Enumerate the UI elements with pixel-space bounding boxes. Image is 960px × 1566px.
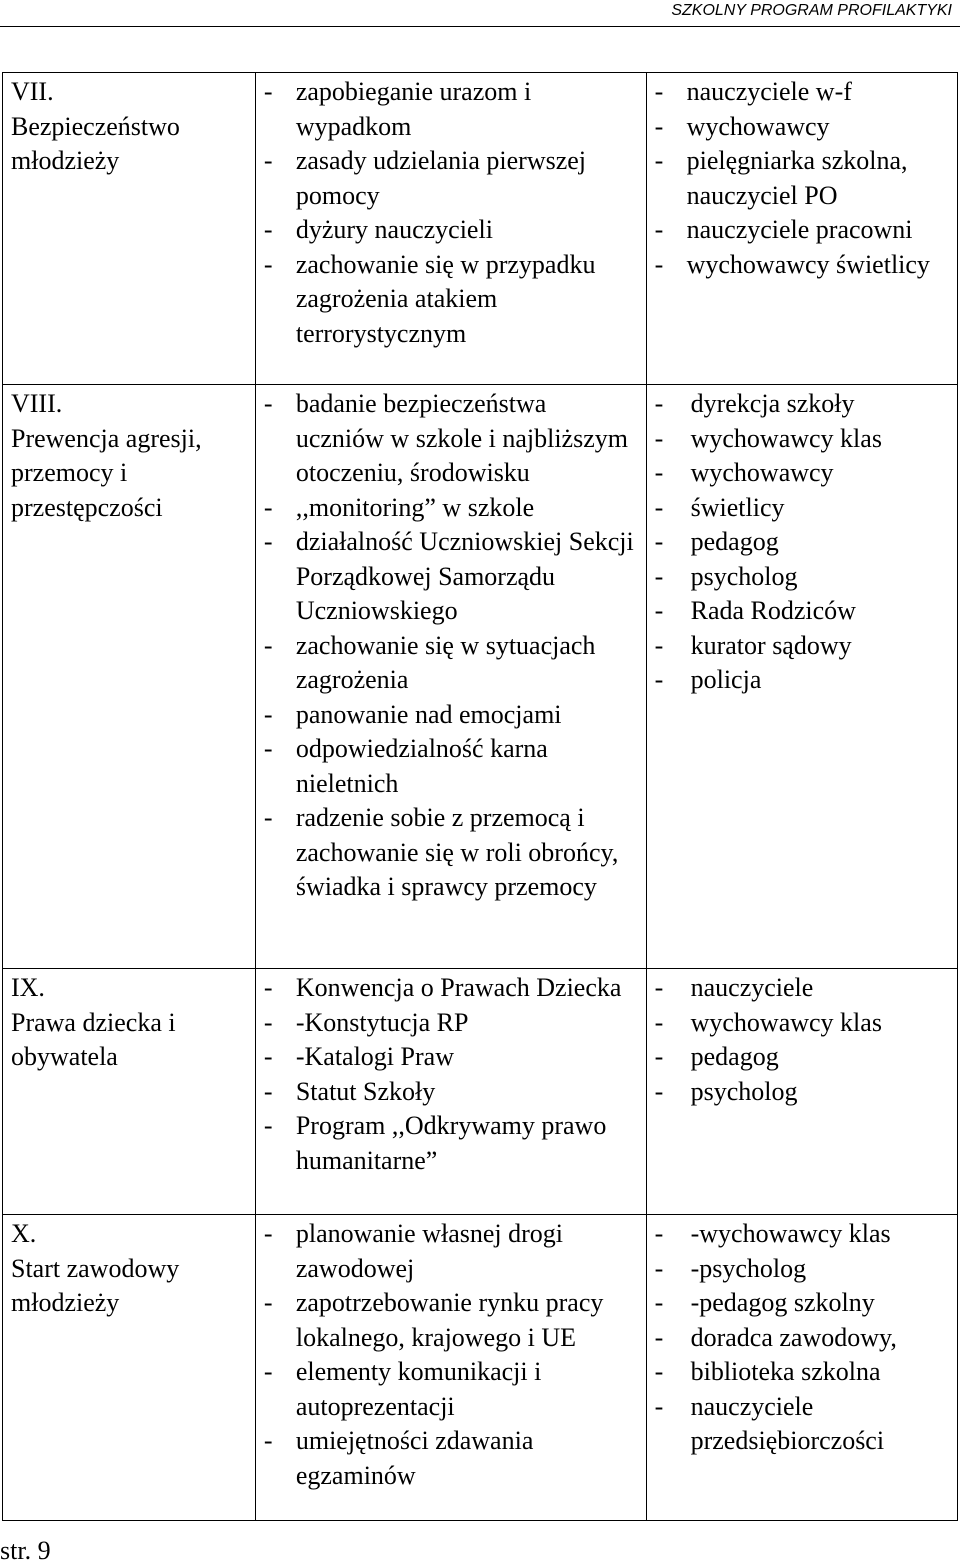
responsible-list	[655, 1217, 951, 1459]
content-item: - elementy komunikacji i autoprezentacji	[264, 1355, 640, 1424]
responsible-item: - wychowawcy	[655, 110, 951, 145]
content-cell	[255, 969, 646, 1215]
content-list	[264, 387, 640, 905]
responsible-item: - nauczyciele przedsiębiorczości	[655, 1390, 951, 1459]
responsible-list	[655, 75, 951, 282]
responsible-item: - nauczyciele	[655, 971, 951, 1006]
responsible-item: - Rada Rodziców	[655, 594, 951, 629]
topic-number: VII.	[11, 77, 54, 106]
content-item: - dyżury nauczycieli	[264, 213, 640, 248]
content-list	[264, 971, 640, 1178]
content-item: - panowanie nad emocjami	[264, 698, 640, 733]
responsible-cell	[646, 385, 957, 969]
topic-number: IX.	[11, 973, 45, 1002]
content-item: - zapobieganie urazom i wypadkom	[264, 75, 640, 144]
responsible-item: - świetlicy	[655, 491, 951, 526]
content-item: - zapotrzebowanie rynku pracy lokalnego, krajowego i UE	[264, 1286, 640, 1355]
content-item: - radzenie sobie z przemocą i zachowanie się w roli obrońcy, świadka i sprawcy przemocy	[264, 801, 640, 905]
responsible-item: - dyrekcja szkoły	[655, 387, 951, 422]
responsible-item: - -wychowawcy klas	[655, 1217, 951, 1252]
topic-cell	[3, 73, 256, 385]
content-item: - zachowanie się w przypadku zagrożenia atakiem terrorystycznym	[264, 248, 640, 352]
responsible-item: - kurator sądowy	[655, 629, 951, 664]
content-item: - planowanie własnej drogi zawodowej	[264, 1217, 640, 1286]
responsible-item: - pedagog	[655, 1040, 951, 1075]
responsible-item: - nauczyciele pracowni	[655, 213, 951, 248]
responsible-list	[655, 387, 951, 698]
responsible-item: - biblioteka szkolna	[655, 1355, 951, 1390]
responsible-item: - nauczyciele w-f	[655, 75, 951, 110]
content-item: - ,,monitoring” w szkole	[264, 491, 640, 526]
responsible-item: - wychowawcy	[655, 456, 951, 491]
content-cell	[255, 73, 646, 385]
responsible-item: - psycholog	[655, 560, 951, 595]
running-header: SZKOLNY PROGRAM PROFILAKTYKI	[671, 2, 952, 19]
responsible-cell	[646, 73, 957, 385]
content-item: - -Konstytucja RP	[264, 1006, 640, 1041]
content-list	[264, 1217, 640, 1493]
content-item: - zachowanie się w sytuacjach zagrożenia	[264, 629, 640, 698]
content-item: - Statut Szkoły	[264, 1075, 640, 1110]
content-cell	[255, 385, 646, 969]
page-number: str. 9	[0, 1536, 51, 1565]
responsible-item: - wychowawcy klas	[655, 1006, 951, 1041]
content-item: - Program ,,Odkrywamy prawo humanitarne”	[264, 1109, 640, 1178]
responsible-item: - doradca zawodowy,	[655, 1321, 951, 1356]
responsible-item: - pedagog	[655, 525, 951, 560]
responsible-list	[655, 971, 951, 1109]
responsible-cell	[646, 1215, 957, 1521]
program-table	[2, 72, 958, 1521]
topic-cell	[3, 1215, 256, 1521]
topic-cell	[3, 969, 256, 1215]
topic-title: Prewencja agresji, przemocy i przestępczości	[11, 423, 202, 522]
responsible-cell	[646, 969, 957, 1215]
topic-title: Start zawodowy młodzieży	[11, 1253, 180, 1317]
topic-cell	[3, 385, 256, 969]
content-cell	[255, 1215, 646, 1521]
responsible-item: - -psycholog	[655, 1252, 951, 1287]
topic-number: X.	[11, 1219, 37, 1248]
content-item: - działalność Uczniowskiej Sekcji Porządkowej Samorządu Uczniowskiego	[264, 525, 640, 629]
responsible-item: - policja	[655, 663, 951, 698]
table-row	[3, 969, 958, 1215]
topic-number: VIII.	[11, 389, 63, 418]
content-list	[264, 75, 640, 351]
topic-title: Bezpieczeństwo młodzieży	[11, 111, 180, 175]
content-item: - umiejętności zdawania egzaminów	[264, 1424, 640, 1493]
header-rule	[0, 26, 960, 27]
table-row	[3, 385, 958, 969]
content-item: - -Katalogi Praw	[264, 1040, 640, 1075]
responsible-item: - wychowawcy świetlicy	[655, 248, 951, 283]
content-item: - Konwencja o Prawach Dziecka	[264, 971, 640, 1006]
topic-title: Prawa dziecka i obywatela	[11, 1007, 176, 1071]
responsible-item: - pielęgniarka szkolna, nauczyciel PO	[655, 144, 951, 213]
table-row	[3, 73, 958, 385]
responsible-item: - psycholog	[655, 1075, 951, 1110]
responsible-item: - wychowawcy klas	[655, 422, 951, 457]
table-row	[3, 1215, 958, 1521]
content-item: - odpowiedzialność karna nieletnich	[264, 732, 640, 801]
content-item: - zasady udzielania pierwszej pomocy	[264, 144, 640, 213]
content-item: - badanie bezpieczeństwa uczniów w szkole i najbliższym otoczeniu, środowisku	[264, 387, 640, 491]
responsible-item: - -pedagog szkolny	[655, 1286, 951, 1321]
